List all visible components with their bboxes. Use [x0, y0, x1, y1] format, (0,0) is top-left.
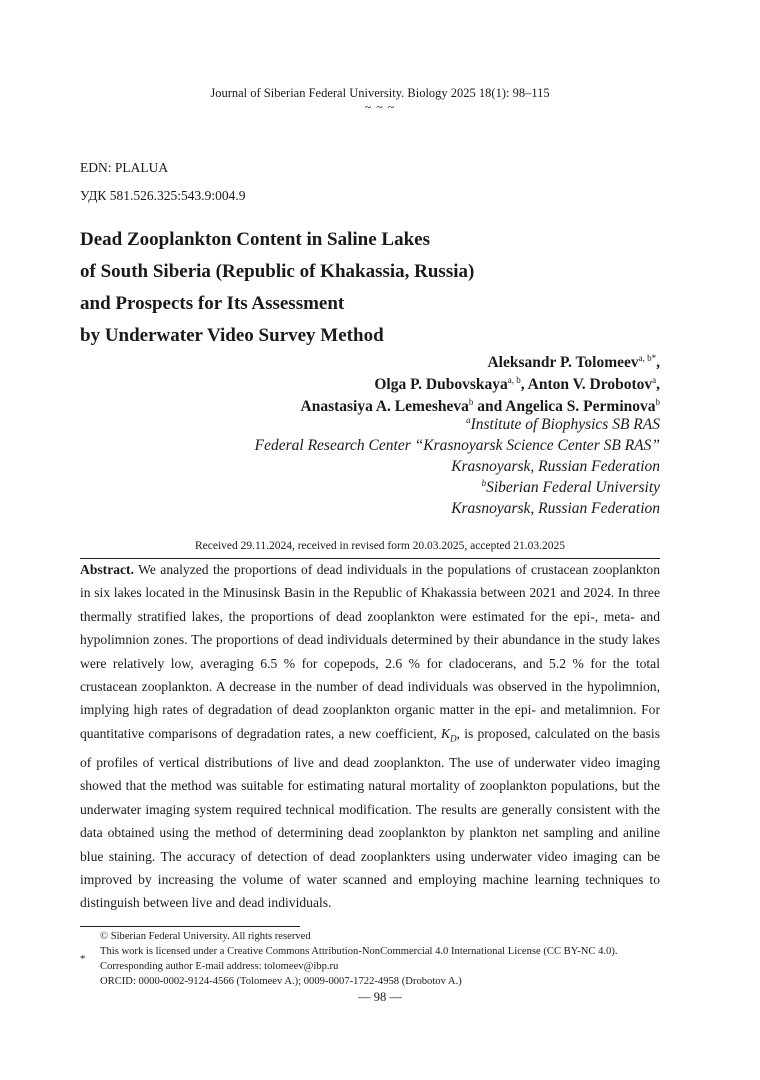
- corresponding-author-note: Corresponding author E-mail address: tolomeev@ibp.ru: [100, 961, 339, 972]
- author-separator: ,: [520, 376, 525, 393]
- edn-code: EDN: PLALUA: [80, 160, 169, 175]
- affil-mark: a: [466, 414, 471, 425]
- page-number: — 98 —: [358, 990, 402, 1004]
- title-line: and Prospects for Its Assessment: [80, 293, 345, 314]
- footnote-divider: [80, 926, 300, 927]
- affiliation-line: [255, 414, 660, 435]
- author-name: Olga P. Dubovskaya: [374, 376, 508, 393]
- coefficient-letter: K: [441, 725, 451, 741]
- affiliation-line: Krasnoyarsk, Russian Federation: [451, 458, 660, 475]
- affiliation-name: Institute of Biophysics SB RAS: [470, 416, 660, 433]
- abstract-label: Abstract.: [80, 562, 134, 577]
- author-affil-mark: b: [655, 396, 660, 407]
- abstract-text: , is proposed, calculated on the basis of profiles of vertical distributions of live and dead zooplankton. The use of underwater video imaging showed that the method was suitable for estimating natural mortality of zooplankton populations, but the underwater imaging system required technical modification. The results are generally consistent with the data obtained using the method of determining dead zooplankton by plankton net sampling and aniline blue staining. The accuracy of detection of dead zooplankters using underwater video imaging can be improved by increasing the volume of water scanned and employing machine learning techniques to distinguish between live and dead individuals.: [80, 725, 660, 911]
- coefficient-symbol: [441, 725, 457, 744]
- abstract-text: We analyzed the proportions of dead individuals in the populations of crustacean zooplankton in six lakes located in the Minusinsk Basin in the Republic of Khakassia between 2021 and 2024. In three thermally stratified lakes, the proportions of dead zooplankton were estimated for the epi-, meta- and hypolimnion zones. The proportions of dead individuals determined by their abundance in the study lakes were relatively low, averaging 6.5 % for copepods, 2.6 % for cladocerans, and 5.2 % for the total crustacean zooplankton. A decrease in the number of dead individuals was observed in the hypolimnion, implying high rates of degradation of dead zooplankton organic matter in the epi- and metalimnion. For quantitative comparisons of degradation rates, a new coefficient,: [80, 562, 660, 741]
- author-line: [301, 352, 661, 374]
- affil-mark: b: [481, 477, 487, 488]
- author-list: [301, 352, 661, 418]
- author-name: Aleksandr P. Tolomeev: [487, 354, 639, 371]
- author-separator: ,: [656, 376, 660, 393]
- affiliation-name: Siberian Federal University: [486, 479, 660, 496]
- udk-code: УДК 581.526.325:543.9:004.9: [80, 188, 246, 203]
- author-separator: and: [473, 398, 506, 415]
- affiliations: [255, 414, 660, 519]
- received-dates: Received 29.11.2024, received in revised form 20.03.2025, accepted 21.03.2025: [194, 540, 566, 552]
- title-line: of South Siberia (Republic of Khakassia, Russia): [80, 261, 475, 282]
- author-affil-mark: a, b: [507, 374, 521, 385]
- author-line: [301, 374, 661, 396]
- orcid-note: ORCID: 0000-0002-9124-4566 (Tolomeev A.); 0009-0007-1722-4958 (Drobotov A.): [100, 976, 462, 987]
- author-name: Anton V. Drobotov: [527, 376, 653, 393]
- journal-header: Journal of Siberian Federal University. Biology 2025 18(1): 98–115: [210, 86, 550, 100]
- copyright-note: © Siberian Federal University. All rights reserved: [100, 931, 311, 942]
- header-separator: ~ ~ ~: [364, 100, 396, 114]
- author-name: Anastasiya A. Lemesheva: [300, 398, 469, 415]
- footnote-star: *: [80, 953, 86, 965]
- author-name: Angelica S. Perminova: [505, 398, 656, 415]
- title-line: by Underwater Video Survey Method: [80, 325, 384, 346]
- author-affil-mark: b: [468, 396, 474, 407]
- title-line: Dead Zooplankton Content in Saline Lakes: [80, 229, 430, 250]
- affiliation-line: Federal Research Center “Krasnoyarsk Science Center SB RAS”: [254, 437, 660, 454]
- article-title: [80, 224, 680, 352]
- license-note: This work is licensed under a Creative Commons Attribution-NonCommercial 4.0 International License (CC BY-NC 4.0).: [100, 946, 618, 957]
- abstract: [80, 558, 660, 915]
- affiliation-line: [255, 477, 660, 498]
- affiliation-line: Krasnoyarsk, Russian Federation: [451, 500, 660, 517]
- author-affil-mark: a: [652, 374, 657, 385]
- coefficient-subscript: D: [450, 733, 457, 744]
- author-affil-mark: a, b*: [638, 352, 657, 363]
- author-separator: ,: [656, 354, 660, 371]
